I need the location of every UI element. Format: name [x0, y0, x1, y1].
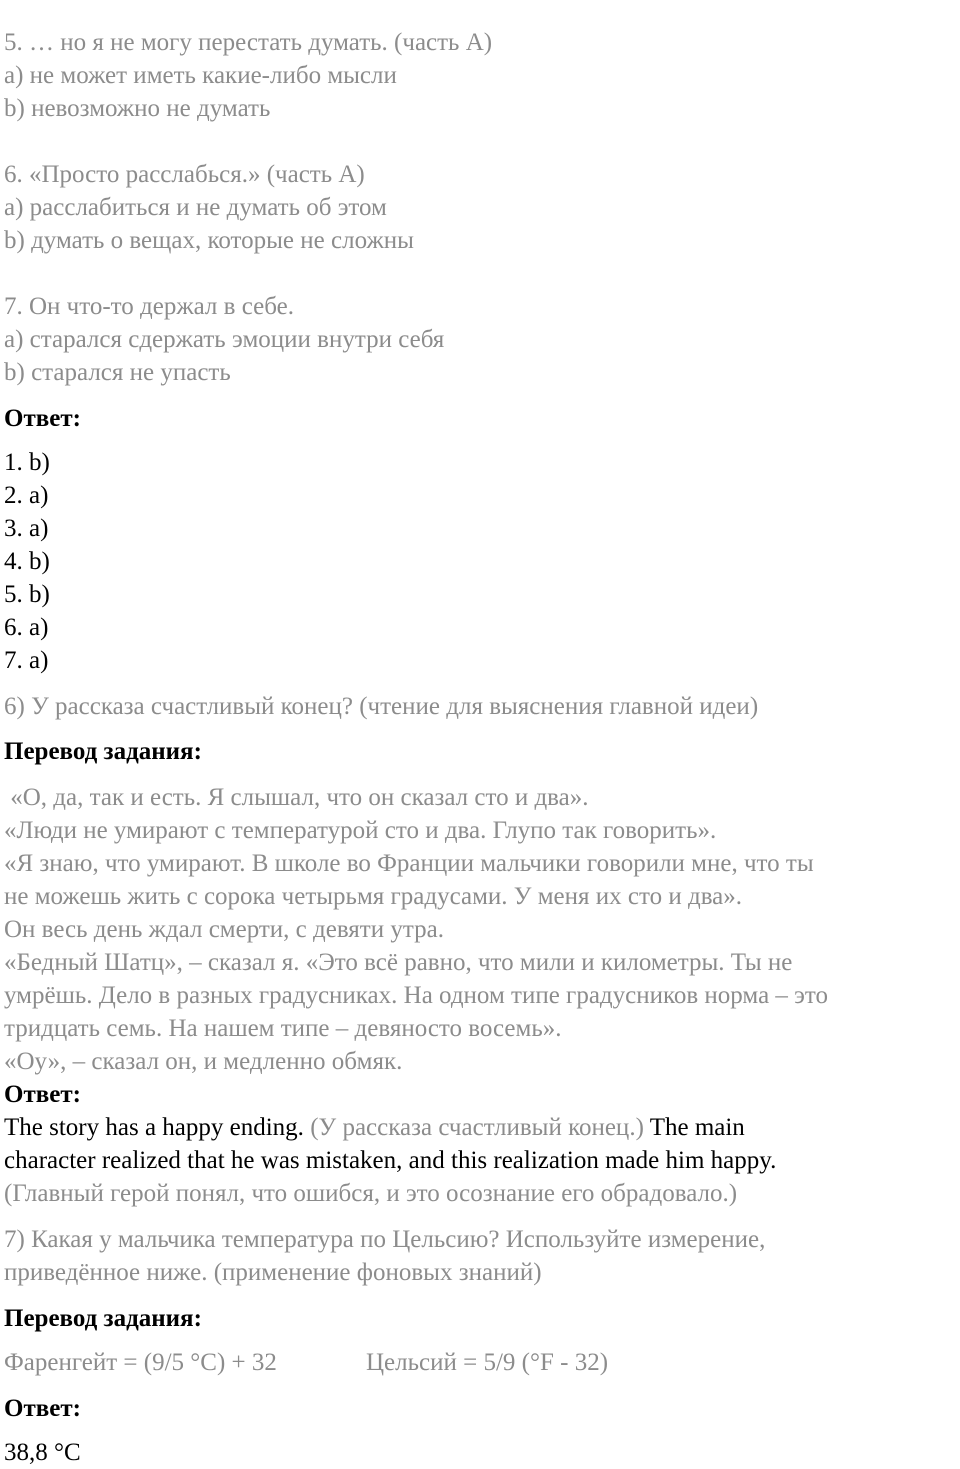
task-6-answer-line-3: (Главный герой понял, что ошибся, и это осознание его обрадовало.): [4, 1180, 738, 1207]
task-6-translation-line: «Люди не умирают с температурой сто и два. Глупо так говорить».: [4, 817, 717, 844]
question-5-option-a: a) не может иметь какие-либо мысли: [4, 62, 397, 89]
task-6-translation-line: Он весь день ждал смерти, с девяти утра.: [4, 916, 444, 943]
task-6-question: 6) У рассказа счастливый конец? (чтение для выяснения главной идеи): [4, 693, 759, 720]
answer-item: 5. b): [4, 581, 50, 608]
task-6-translation-line: «Оу», – сказал он, и медленно обмяк.: [4, 1048, 403, 1075]
task-7-translation-label: Перевод задания:: [4, 1305, 202, 1332]
answer-item: 7. a): [4, 647, 49, 674]
task-6-translation-line: умрёшь. Дело в разных градусниках. На одном типе градусников норма – это: [4, 982, 828, 1009]
answer-english-text: The story has a happy ending.: [4, 1114, 304, 1141]
question-7-title: 7. Он что-то держал в себе.: [4, 293, 294, 320]
task-7-question-line-1: 7) Какая у мальчика температура по Цельсию? Используйте измерение,: [4, 1226, 766, 1253]
task-6-translation-line: тридцать семь. На нашем типе – девяносто восемь».: [4, 1015, 562, 1042]
question-5-title: 5. … но я не могу перестать думать. (часть A): [4, 29, 493, 56]
question-5-option-b: b) невозможно не думать: [4, 95, 271, 122]
answer-item: 1. b): [4, 449, 50, 476]
task-6-translation-label: Перевод задания:: [4, 738, 202, 765]
task-6-answer-line-1: [4, 1111, 745, 1144]
task-6-translation-line: не можешь жить с сорока четырьмя градусами. У меня их сто и два».: [4, 883, 743, 910]
formula-celsius: Цельсий = 5/9 (°F - 32): [366, 1349, 609, 1376]
answer-label: Ответ:: [4, 405, 81, 432]
answer-item: 4. b): [4, 548, 50, 575]
task-6-answer-line-2: character realized that he was mistaken, and this realization made him happy.: [4, 1147, 777, 1174]
answer-english-text: The main: [643, 1114, 745, 1141]
question-6-option-a: a) расслабиться и не думать об этом: [4, 194, 387, 221]
question-7-option-b: b) старался не упасть: [4, 359, 231, 386]
question-7-option-a: a) старался сдержать эмоции внутри себя: [4, 326, 445, 353]
task-6-translation-line: «Я знаю, что умирают. В школе во Франции мальчики говорили мне, что ты: [4, 850, 814, 877]
task-7-answer-label: Ответ:: [4, 1395, 81, 1422]
answer-russian-text: (У рассказа счастливый конец.): [303, 1114, 644, 1141]
question-6-option-b: b) думать о вещах, которые не сложны: [4, 227, 414, 254]
answer-item: 2. a): [4, 482, 49, 509]
task-6-translation-line: «О, да, так и есть. Я слышал, что он сказал сто и два».: [4, 784, 589, 811]
task-7-question-line-2: приведённое ниже. (применение фоновых знаний): [4, 1259, 542, 1286]
question-6-title: 6. «Просто расслабься.» (часть A): [4, 161, 365, 188]
task-6-answer-label: Ответ:: [4, 1081, 81, 1108]
task-7-answer: 38,8 °C: [4, 1439, 81, 1466]
task-6-translation-line: «Бедный Шатц», – сказал я. «Это всё равно, что мили и километры. Ты не: [4, 949, 793, 976]
formula-fahrenheit: Фаренгейт = (9/5 °C) + 32: [4, 1349, 277, 1376]
answer-item: 6. a): [4, 614, 49, 641]
answer-item: 3. a): [4, 515, 49, 542]
